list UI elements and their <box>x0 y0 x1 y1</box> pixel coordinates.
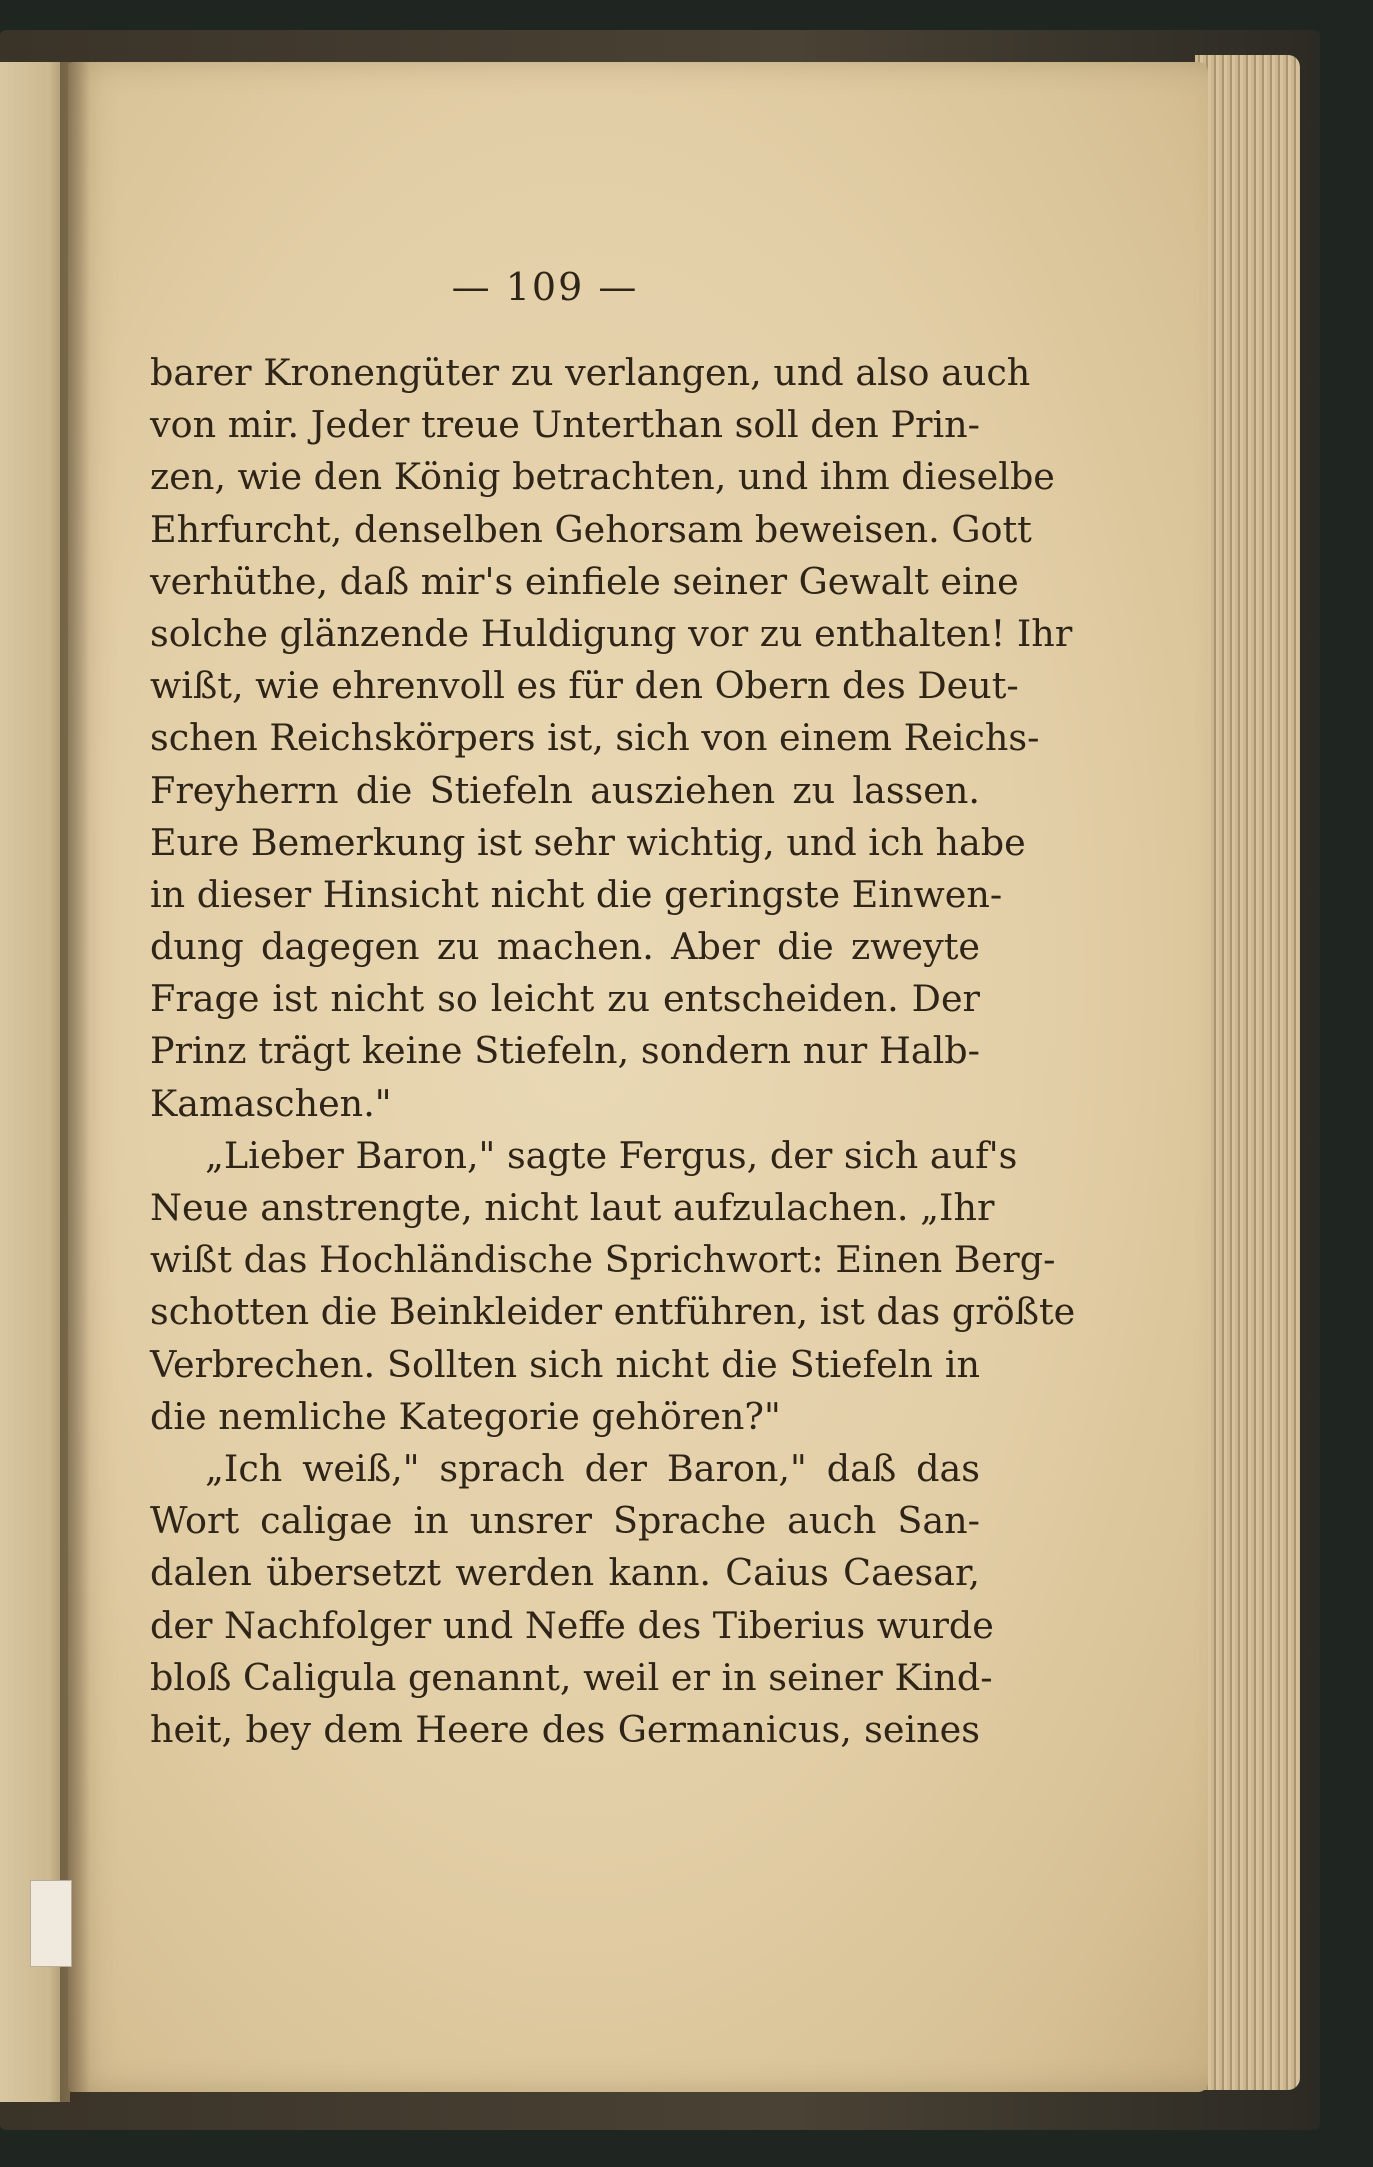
text-line: verhüthe, daß mir's einfiele seiner Gewalt eine <box>150 559 1019 603</box>
text-line: die nemliche Kategorie gehören?" <box>150 1394 781 1438</box>
text-line: wißt, wie ehrenvoll es für den Obern des Deut- <box>150 664 1019 708</box>
text-line: dalen übersetzt werden kann. Caius Caesar, <box>150 1551 980 1595</box>
text-line: bloß Caligula genannt, weil er in seiner Kind- <box>150 1655 993 1699</box>
page-edges <box>1195 55 1300 2090</box>
text-line: barer Kronengüter zu verlangen, und also auch <box>150 351 1031 394</box>
text-line: dung dagegen zu machen. Aber die zweyte <box>150 925 980 969</box>
text-line: Frage ist nicht so leicht zu entscheiden. Der <box>150 977 980 1021</box>
text-line: Verbrechen. Sollten sich nicht die Stiefeln in <box>150 1342 980 1386</box>
text-line: „Ich weiß," sprach der Baron," daß das <box>205 1446 980 1490</box>
library-label <box>30 1880 72 1967</box>
spine-shadow <box>60 62 90 2102</box>
page-number: — 109 — <box>451 265 639 309</box>
text-line: zen, wie den König betrachten, und ihm dieselbe <box>150 455 1055 499</box>
text-line: Freyherrn die Stiefeln ausziehen zu lassen. <box>150 768 980 812</box>
text-line: heit, bey dem Heere des Germanicus, seines <box>150 1707 980 1751</box>
text-line: Kamaschen." <box>150 1081 392 1125</box>
text-line: schotten die Beinkleider entführen, ist das größte <box>150 1290 1076 1334</box>
text-line: in dieser Hinsicht nicht die geringste Einwen- <box>150 872 1003 916</box>
text-line: schen Reichskörpers ist, sich von einem Reichs- <box>150 716 1040 760</box>
text-line: solche glänzende Huldigung vor zu enthalten! Ihr <box>150 611 1073 655</box>
text-line: der Nachfolger und Neffe des Tiberius wurde <box>150 1603 994 1647</box>
page-text <box>150 265 1076 1756</box>
text-line: Eure Bemerkung ist sehr wichtig, und ich habe <box>150 820 1026 864</box>
text-line: „Lieber Baron," sagte Fergus, der sich auf's <box>205 1133 1018 1177</box>
text-line: Neue anstrengte, nicht laut aufzulachen. „Ihr <box>150 1186 995 1229</box>
text-line: von mir. Jeder treue Unterthan soll den Prin- <box>150 403 980 447</box>
text-line: Prinz trägt keine Stiefeln, sondern nur Halb- <box>150 1029 980 1073</box>
text-line: Wort caligae in unsrer Sprache auch San- <box>150 1499 980 1543</box>
text-line: Ehrfurcht, denselben Gehorsam beweisen. Gott <box>150 507 1032 551</box>
text-line: wißt das Hochländische Sprichwort: Einen Berg- <box>150 1238 1056 1282</box>
